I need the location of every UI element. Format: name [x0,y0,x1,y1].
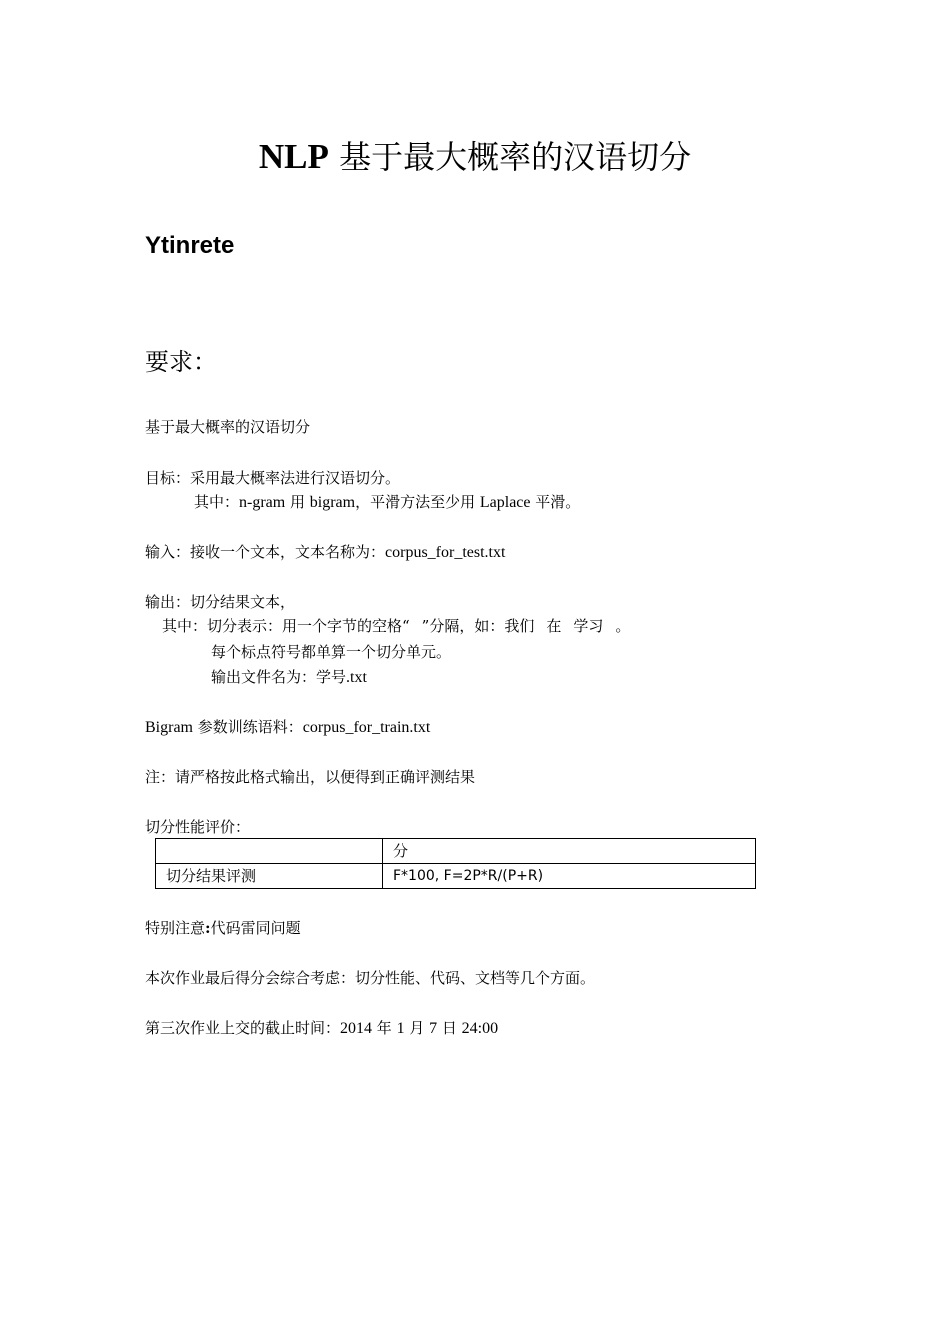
eval-heading: 切分性能评价： [145,818,251,836]
special-note-colon: : [205,919,211,937]
document-title [0,134,950,180]
bigram-word: Bigram [145,719,193,736]
goal-detail-end: 平滑。 [530,493,581,511]
deadline-month-unit: 月 [404,1019,430,1037]
table-header-cell [156,839,383,864]
bigram-label: 参数训练语料： [193,718,303,736]
output-filename-label: 输出文件名为：学号 [211,668,347,686]
output-example-end: 。 [615,617,631,635]
input-label: 输入：接收一个文本，文本名称为： [145,543,386,561]
input-filename: corpus_for_test.txt [385,544,506,561]
goal-label: 目标： [145,469,191,487]
output-example-word-2: 学习 [573,617,604,635]
goal-detail-ngram: n-gram [239,494,286,511]
goal-detail-use: 用 [285,493,310,511]
output-detail-line [162,615,630,637]
author-name: Ytinrete [145,232,235,259]
deadline-month: 1 [396,1020,405,1037]
scoring-line: 本次作业最后得分会综合考虑：切分性能、代码、文档等几个方面。 [145,969,596,987]
output-filename-ext: .txt [346,669,367,686]
evaluation-table [155,838,756,889]
table-row [156,864,756,889]
goal-detail-line [194,491,580,514]
title-cjk: 基于最大概率的汉语切分 [339,138,692,176]
output-filename-line [211,666,367,689]
input-line [145,541,505,564]
output-line: 输出：切分结果文本， [145,593,296,611]
special-note-line [145,917,301,939]
bigram-line [145,716,430,739]
goal-line [145,467,400,489]
note-line: 注：请严格按此格式输出，以便得到正确评测结果 [145,768,476,786]
table-cell-formula: F*100, F=2P*R/(P+R) [383,864,756,889]
title-latin: NLP [258,137,329,176]
special-note-text: 代码雷同问题 [210,919,301,937]
output-detail-separator: ”分隔，如：我们 [421,617,535,635]
table-cell-criterion: 切分结果评测 [156,864,383,889]
intro-line: 基于最大概率的汉语切分 [145,418,311,436]
goal-detail-laplace: Laplace [479,494,531,511]
deadline-year-unit: 年 [372,1019,397,1037]
deadline-time: 24:00 [461,1020,499,1037]
deadline-line [145,1017,498,1040]
bigram-filename: corpus_for_train.txt [302,719,431,736]
deadline-year: 2014 [340,1020,373,1037]
special-note-label: 特别注意 [145,919,206,937]
goal-detail-smoothing: ，平滑方法至少用 [355,493,480,511]
output-detail-prefix: 其中：切分表示：用一个字节的空格“ [162,617,410,635]
goal-detail-bigram: bigram [309,494,356,511]
table-header-row [156,839,756,864]
deadline-day: 7 [429,1020,438,1037]
deadline-day-unit: 日 [437,1019,462,1037]
requirements-heading: 要求： [145,348,217,376]
deadline-label: 第三次作业上交的截止时间： [145,1019,341,1037]
goal-text: 采用最大概率法进行汉语切分。 [190,469,401,487]
goal-detail-prefix: 其中： [194,493,240,511]
output-example-word-1: 在 [546,617,562,635]
output-detail-punctuation: 每个标点符号都单算一个切分单元。 [211,643,452,661]
table-header-cell: 分 [383,839,756,864]
